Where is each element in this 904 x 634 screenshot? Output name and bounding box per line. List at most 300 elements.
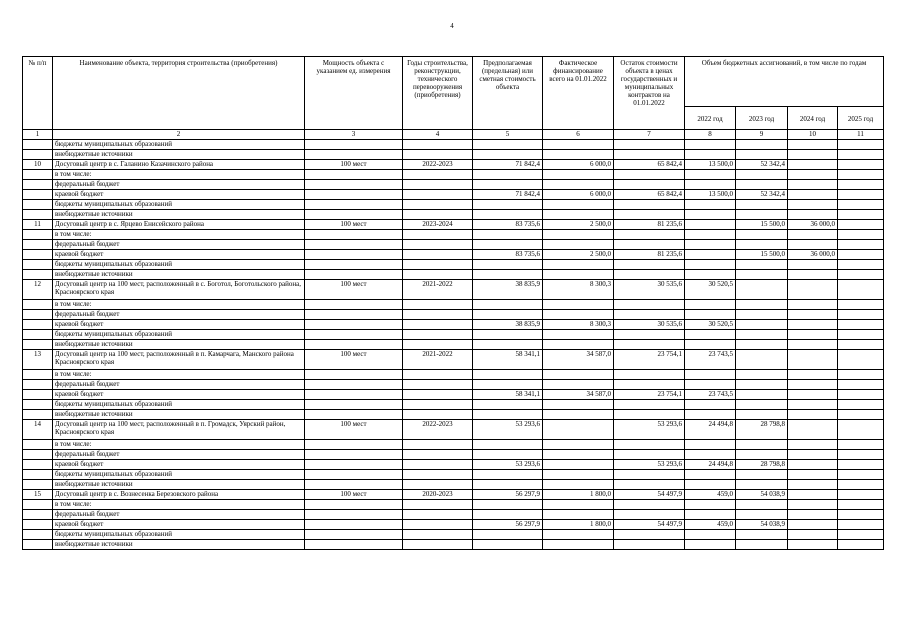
capacity-cell <box>305 500 403 510</box>
capacity-cell: 100 мест <box>305 160 403 170</box>
estimated-cost-cell <box>473 370 543 380</box>
estimated-cost-cell: 58 341,1 <box>473 390 543 400</box>
row-number-cell <box>23 200 53 210</box>
actual-funding-cell <box>543 470 614 480</box>
row-number-cell <box>23 380 53 390</box>
object-name-cell: внебюджетные источники <box>53 210 305 220</box>
column-number: 7 <box>614 130 685 140</box>
row-number-cell <box>23 500 53 510</box>
years-cell: 2022-2023 <box>403 160 473 170</box>
table-row <box>23 490 884 500</box>
row-number-cell <box>23 460 53 470</box>
header-budget-allocations: Объем бюджетных ассигнований, в том числе по годам <box>685 57 884 107</box>
allocation-2024-cell <box>788 140 838 150</box>
years-cell <box>403 330 473 340</box>
actual-funding-cell <box>543 260 614 270</box>
table-row <box>23 320 884 330</box>
capacity-cell <box>305 370 403 380</box>
allocation-2025-cell <box>838 310 884 320</box>
allocation-2023-cell: 52 342,4 <box>736 190 788 200</box>
object-name-cell: внебюджетные источники <box>53 410 305 420</box>
years-cell <box>403 400 473 410</box>
allocation-2024-cell <box>788 300 838 310</box>
remaining-cost-cell <box>614 210 685 220</box>
allocation-2023-cell <box>736 230 788 240</box>
capacity-cell <box>305 310 403 320</box>
remaining-cost-cell <box>614 470 685 480</box>
row-number-cell <box>23 340 53 350</box>
estimated-cost-cell <box>473 450 543 460</box>
allocation-2025-cell <box>838 340 884 350</box>
years-cell <box>403 390 473 400</box>
remaining-cost-cell <box>614 230 685 240</box>
allocation-2023-cell <box>736 500 788 510</box>
allocation-2022-cell: 23 743,5 <box>685 390 736 400</box>
allocation-2023-cell <box>736 450 788 460</box>
allocation-2024-cell <box>788 240 838 250</box>
years-cell <box>403 200 473 210</box>
years-cell <box>403 380 473 390</box>
allocation-2023-cell <box>736 440 788 450</box>
object-name-cell: краевой бюджет <box>53 390 305 400</box>
estimated-cost-cell: 71 842,4 <box>473 190 543 200</box>
capacity-cell <box>305 240 403 250</box>
allocation-2025-cell <box>838 530 884 540</box>
remaining-cost-cell <box>614 300 685 310</box>
table-row <box>23 310 884 320</box>
capacity-cell <box>305 180 403 190</box>
actual-funding-cell <box>543 300 614 310</box>
allocation-2023-cell: 54 038,9 <box>736 490 788 500</box>
remaining-cost-cell: 30 535,6 <box>614 320 685 330</box>
allocation-2022-cell <box>685 510 736 520</box>
table-body <box>23 140 884 550</box>
estimated-cost-cell <box>473 340 543 350</box>
allocation-2024-cell <box>788 280 838 300</box>
actual-funding-cell <box>543 330 614 340</box>
actual-funding-cell <box>543 460 614 470</box>
capacity-cell <box>305 190 403 200</box>
allocation-2023-cell: 15 500,0 <box>736 220 788 230</box>
allocation-2022-cell <box>685 450 736 460</box>
allocation-2023-cell <box>736 310 788 320</box>
allocation-2023-cell: 28 798,8 <box>736 460 788 470</box>
row-number-cell <box>23 260 53 270</box>
table-row <box>23 540 884 550</box>
years-cell <box>403 510 473 520</box>
object-name-cell: в том числе: <box>53 170 305 180</box>
object-name-cell: в том числе: <box>53 370 305 380</box>
row-number-cell: 13 <box>23 350 53 370</box>
remaining-cost-cell <box>614 510 685 520</box>
object-name-cell: бюджеты муниципальных образований <box>53 400 305 410</box>
allocation-2023-cell <box>736 320 788 330</box>
allocation-2024-cell <box>788 170 838 180</box>
allocation-2023-cell <box>736 470 788 480</box>
table-row <box>23 350 884 370</box>
actual-funding-cell <box>543 440 614 450</box>
actual-funding-cell <box>543 420 614 440</box>
allocation-2023-cell: 54 038,9 <box>736 520 788 530</box>
estimated-cost-cell <box>473 260 543 270</box>
row-number-cell <box>23 170 53 180</box>
remaining-cost-cell: 53 293,6 <box>614 460 685 470</box>
object-name-cell: в том числе: <box>53 300 305 310</box>
estimated-cost-cell <box>473 540 543 550</box>
actual-funding-cell <box>543 140 614 150</box>
estimated-cost-cell <box>473 300 543 310</box>
allocation-2023-cell <box>736 280 788 300</box>
capacity-cell: 100 мест <box>305 350 403 370</box>
allocation-2025-cell <box>838 500 884 510</box>
allocation-2022-cell: 459,0 <box>685 490 736 500</box>
allocation-2022-cell <box>685 340 736 350</box>
object-name-cell: федеральный бюджет <box>53 310 305 320</box>
estimated-cost-cell <box>473 410 543 420</box>
allocation-2025-cell <box>838 510 884 520</box>
allocation-2022-cell <box>685 150 736 160</box>
allocation-2025-cell <box>838 460 884 470</box>
years-cell: 2020-2023 <box>403 490 473 500</box>
allocation-2025-cell <box>838 170 884 180</box>
allocation-2025-cell <box>838 370 884 380</box>
actual-funding-cell <box>543 200 614 210</box>
table-row <box>23 150 884 160</box>
capacity-cell: 100 мест <box>305 280 403 300</box>
object-name-cell: бюджеты муниципальных образований <box>53 330 305 340</box>
allocation-2022-cell <box>685 330 736 340</box>
allocation-2023-cell <box>736 370 788 380</box>
allocation-2022-cell <box>685 530 736 540</box>
row-number-cell <box>23 480 53 490</box>
allocation-2022-cell <box>685 470 736 480</box>
allocation-2023-cell <box>736 240 788 250</box>
allocation-2023-cell <box>736 400 788 410</box>
object-name-cell: бюджеты муниципальных образований <box>53 140 305 150</box>
object-name-cell: Досуговый центр в с. Ярцево Енисейского района <box>53 220 305 230</box>
years-cell <box>403 250 473 260</box>
allocation-2023-cell <box>736 140 788 150</box>
column-number: 8 <box>685 130 736 140</box>
remaining-cost-cell: 53 293,6 <box>614 420 685 440</box>
allocation-2024-cell <box>788 160 838 170</box>
capacity-cell <box>305 330 403 340</box>
remaining-cost-cell <box>614 310 685 320</box>
allocation-2024-cell <box>788 230 838 240</box>
allocation-2024-cell <box>788 510 838 520</box>
allocation-2023-cell <box>736 540 788 550</box>
allocation-2022-cell <box>685 260 736 270</box>
estimated-cost-cell: 71 842,4 <box>473 160 543 170</box>
remaining-cost-cell <box>614 150 685 160</box>
estimated-cost-cell: 38 835,9 <box>473 320 543 330</box>
estimated-cost-cell <box>473 500 543 510</box>
allocation-2022-cell: 23 743,5 <box>685 350 736 370</box>
actual-funding-cell <box>543 410 614 420</box>
allocation-2025-cell <box>838 300 884 310</box>
allocation-2022-cell <box>685 500 736 510</box>
capacity-cell <box>305 510 403 520</box>
estimated-cost-cell <box>473 230 543 240</box>
estimated-cost-cell <box>473 380 543 390</box>
capacity-cell <box>305 540 403 550</box>
allocation-2023-cell <box>736 150 788 160</box>
allocation-2022-cell <box>685 440 736 450</box>
allocation-2023-cell <box>736 510 788 520</box>
allocation-2022-cell: 30 520,5 <box>685 280 736 300</box>
years-cell <box>403 410 473 420</box>
estimated-cost-cell <box>473 440 543 450</box>
estimated-cost-cell: 58 341,1 <box>473 350 543 370</box>
allocation-2022-cell: 459,0 <box>685 520 736 530</box>
object-name-cell: Досуговый центр на 100 мест, расположенный в с. Боготол, Боготольского района, Красноярского края <box>53 280 305 300</box>
estimated-cost-cell <box>473 240 543 250</box>
allocation-2025-cell <box>838 250 884 260</box>
allocation-2022-cell: 24 494,8 <box>685 420 736 440</box>
actual-funding-cell <box>543 340 614 350</box>
capacity-cell <box>305 170 403 180</box>
allocation-2025-cell <box>838 240 884 250</box>
actual-funding-cell: 2 500,0 <box>543 250 614 260</box>
object-name-cell: федеральный бюджет <box>53 380 305 390</box>
estimated-cost-cell: 56 297,9 <box>473 490 543 500</box>
object-name-cell: Досуговый центр в с. Галанино Казачинского района <box>53 160 305 170</box>
allocation-2025-cell <box>838 400 884 410</box>
allocation-2024-cell <box>788 540 838 550</box>
years-cell <box>403 450 473 460</box>
table-row <box>23 450 884 460</box>
table-row <box>23 340 884 350</box>
table-row <box>23 460 884 470</box>
row-number-cell: 12 <box>23 280 53 300</box>
remaining-cost-cell: 81 235,6 <box>614 220 685 230</box>
capacity-cell <box>305 230 403 240</box>
page-number: 4 <box>450 22 454 30</box>
table-row <box>23 370 884 380</box>
capacity-cell <box>305 250 403 260</box>
remaining-cost-cell: 30 535,6 <box>614 280 685 300</box>
column-number: 11 <box>838 130 884 140</box>
capacity-cell <box>305 200 403 210</box>
allocation-2025-cell <box>838 270 884 280</box>
row-number-cell <box>23 320 53 330</box>
allocation-2025-cell <box>838 280 884 300</box>
estimated-cost-cell: 83 735,6 <box>473 220 543 230</box>
allocation-2023-cell <box>736 300 788 310</box>
capacity-cell <box>305 150 403 160</box>
row-number-cell: 14 <box>23 420 53 440</box>
allocation-2023-cell <box>736 340 788 350</box>
object-name-cell: Досуговый центр в с. Вознесенка Березовского района <box>53 490 305 500</box>
allocation-2023-cell <box>736 270 788 280</box>
estimated-cost-cell: 53 293,6 <box>473 460 543 470</box>
remaining-cost-cell <box>614 180 685 190</box>
allocation-2024-cell <box>788 320 838 330</box>
table-row <box>23 160 884 170</box>
header-actual-funding: Фактическое финансирование всего на 01.01.2022 <box>543 57 614 130</box>
capacity-cell <box>305 270 403 280</box>
capacity-cell <box>305 300 403 310</box>
allocation-2024-cell <box>788 500 838 510</box>
allocation-2022-cell <box>685 200 736 210</box>
row-number-cell <box>23 150 53 160</box>
remaining-cost-cell <box>614 200 685 210</box>
actual-funding-cell <box>543 510 614 520</box>
actual-funding-cell <box>543 240 614 250</box>
remaining-cost-cell <box>614 330 685 340</box>
row-number-cell <box>23 400 53 410</box>
estimated-cost-cell <box>473 210 543 220</box>
column-number: 9 <box>736 130 788 140</box>
object-name-cell: краевой бюджет <box>53 460 305 470</box>
remaining-cost-cell <box>614 440 685 450</box>
allocation-2024-cell <box>788 380 838 390</box>
actual-funding-cell: 6 000,0 <box>543 190 614 200</box>
table-row <box>23 420 884 440</box>
row-number-cell <box>23 520 53 530</box>
allocation-2022-cell: 24 494,8 <box>685 460 736 470</box>
capacity-cell <box>305 530 403 540</box>
row-number-cell <box>23 250 53 260</box>
table-row <box>23 520 884 530</box>
capacity-cell <box>305 400 403 410</box>
allocation-2025-cell <box>838 420 884 440</box>
header-estimated-cost: Предполагаемая (предельная) или сметная стоимость объекта <box>473 57 543 130</box>
row-number-cell <box>23 470 53 480</box>
object-name-cell: бюджеты муниципальных образований <box>53 200 305 210</box>
object-name-cell: внебюджетные источники <box>53 270 305 280</box>
object-name-cell: внебюджетные источники <box>53 340 305 350</box>
column-number: 2 <box>53 130 305 140</box>
estimated-cost-cell <box>473 480 543 490</box>
object-name-cell: краевой бюджет <box>53 190 305 200</box>
table-row <box>23 210 884 220</box>
allocation-2023-cell <box>736 390 788 400</box>
allocation-2022-cell <box>685 170 736 180</box>
allocation-2022-cell <box>685 210 736 220</box>
remaining-cost-cell <box>614 530 685 540</box>
remaining-cost-cell: 54 497,9 <box>614 490 685 500</box>
allocation-2024-cell <box>788 420 838 440</box>
budget-table <box>22 56 884 550</box>
table-row <box>23 300 884 310</box>
allocation-2025-cell <box>838 520 884 530</box>
table-row <box>23 410 884 420</box>
years-cell <box>403 370 473 380</box>
allocation-2023-cell <box>736 170 788 180</box>
table-row <box>23 220 884 230</box>
allocation-2024-cell <box>788 340 838 350</box>
actual-funding-cell: 1 800,0 <box>543 520 614 530</box>
actual-funding-cell <box>543 380 614 390</box>
row-number-cell: 15 <box>23 490 53 500</box>
remaining-cost-cell <box>614 380 685 390</box>
row-number-cell <box>23 390 53 400</box>
allocation-2024-cell <box>788 490 838 500</box>
allocation-2023-cell: 52 342,4 <box>736 160 788 170</box>
estimated-cost-cell <box>473 470 543 480</box>
allocation-2022-cell <box>685 480 736 490</box>
allocation-2025-cell <box>838 230 884 240</box>
allocation-2024-cell <box>788 150 838 160</box>
remaining-cost-cell <box>614 540 685 550</box>
allocation-2022-cell <box>685 540 736 550</box>
header-num: № п/п <box>23 57 53 130</box>
remaining-cost-cell <box>614 400 685 410</box>
header-2024: 2024 год <box>788 107 838 130</box>
allocation-2023-cell <box>736 530 788 540</box>
actual-funding-cell: 8 300,3 <box>543 280 614 300</box>
allocation-2023-cell <box>736 210 788 220</box>
table-row <box>23 400 884 410</box>
remaining-cost-cell <box>614 340 685 350</box>
row-number-cell <box>23 240 53 250</box>
allocation-2025-cell <box>838 220 884 230</box>
estimated-cost-cell <box>473 310 543 320</box>
object-name-cell: федеральный бюджет <box>53 450 305 460</box>
estimated-cost-cell <box>473 330 543 340</box>
row-number-cell <box>23 310 53 320</box>
allocation-2023-cell <box>736 260 788 270</box>
capacity-cell: 100 мест <box>305 220 403 230</box>
allocation-2022-cell <box>685 380 736 390</box>
table-row <box>23 530 884 540</box>
allocation-2025-cell <box>838 260 884 270</box>
estimated-cost-cell <box>473 180 543 190</box>
years-cell <box>403 230 473 240</box>
object-name-cell: внебюджетные источники <box>53 540 305 550</box>
remaining-cost-cell: 23 754,1 <box>614 390 685 400</box>
years-cell <box>403 270 473 280</box>
remaining-cost-cell <box>614 500 685 510</box>
allocation-2024-cell <box>788 400 838 410</box>
allocation-2024-cell <box>788 440 838 450</box>
estimated-cost-cell: 56 297,9 <box>473 520 543 530</box>
row-number-cell <box>23 450 53 460</box>
header-capacity: Мощность объекта с указанием ед. измерения <box>305 57 403 130</box>
actual-funding-cell: 8 300,3 <box>543 320 614 330</box>
years-cell <box>403 470 473 480</box>
capacity-cell <box>305 450 403 460</box>
capacity-cell: 100 мест <box>305 490 403 500</box>
object-name-cell: федеральный бюджет <box>53 510 305 520</box>
allocation-2025-cell <box>838 150 884 160</box>
years-cell <box>403 520 473 530</box>
allocation-2024-cell <box>788 520 838 530</box>
estimated-cost-cell <box>473 150 543 160</box>
allocation-2022-cell: 30 520,5 <box>685 320 736 330</box>
capacity-cell <box>305 410 403 420</box>
remaining-cost-cell <box>614 170 685 180</box>
capacity-cell <box>305 260 403 270</box>
allocation-2024-cell <box>788 260 838 270</box>
allocation-2024-cell <box>788 460 838 470</box>
years-cell <box>403 540 473 550</box>
object-name-cell: краевой бюджет <box>53 250 305 260</box>
allocation-2025-cell <box>838 490 884 500</box>
capacity-cell <box>305 460 403 470</box>
object-name-cell: в том числе: <box>53 230 305 240</box>
years-cell <box>403 480 473 490</box>
actual-funding-cell <box>543 400 614 410</box>
estimated-cost-cell: 83 735,6 <box>473 250 543 260</box>
actual-funding-cell: 2 500,0 <box>543 220 614 230</box>
years-cell <box>403 500 473 510</box>
estimated-cost-cell <box>473 530 543 540</box>
actual-funding-cell: 6 000,0 <box>543 160 614 170</box>
years-cell: 2023-2024 <box>403 220 473 230</box>
table-row <box>23 500 884 510</box>
